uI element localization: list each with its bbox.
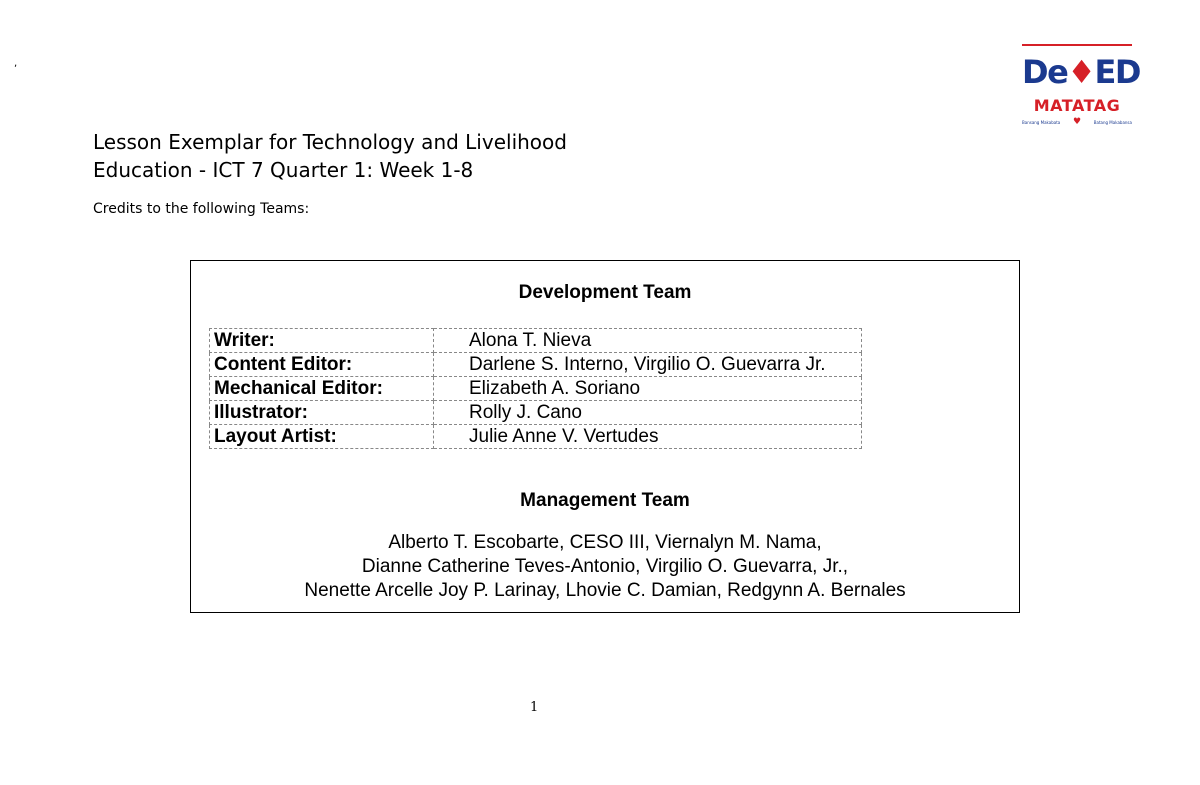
name-cell: Darlene S. Interno, Virgilio O. Guevarra Jr. [434, 353, 862, 377]
role-cell: Layout Artist: [210, 425, 434, 449]
tagline-right: Batang Makabansa [1093, 120, 1132, 125]
table-row [210, 377, 862, 401]
title-line-2: Education - ICT 7 Quarter 1: Week 1-8 [93, 158, 474, 182]
management-line: Alberto T. Escobarte, CESO III, Viernalyn M. Nama, [388, 532, 822, 553]
deped-wordmark-ed: ED [1094, 53, 1140, 91]
matatag-wordmark: MATATAG [1033, 96, 1121, 115]
tagline-left: Bansang Makabata [1022, 120, 1061, 125]
role-cell: Mechanical Editor: [210, 377, 434, 401]
torch-icon: ♦ [1067, 53, 1095, 91]
development-team-heading: Development Team [518, 282, 692, 303]
document-title [93, 128, 793, 184]
role-cell: Writer: [210, 329, 434, 353]
management-team-names [191, 531, 1019, 603]
page-number: 1 [530, 700, 539, 715]
management-line: Dianne Catherine Teves-Antonio, Virgilio O. Guevarra, Jr., [361, 556, 849, 577]
title-line-1: Lesson Exemplar for Technology and Livelihood [93, 130, 567, 154]
deped-wordmark [1022, 53, 1140, 91]
role-cell: Illustrator: [210, 401, 434, 425]
credits-box [190, 260, 1020, 613]
table-row [210, 329, 862, 353]
name-cell: Julie Anne V. Vertudes [434, 425, 862, 449]
deped-wordmark-de: De [1022, 53, 1068, 91]
table-row [210, 353, 862, 377]
credits-text: Credits to the following Teams: [93, 201, 310, 217]
logo-tagline [1022, 118, 1132, 127]
name-cell: Alona T. Nieva [434, 329, 862, 353]
deped-matatag-logo [1020, 44, 1140, 136]
management-team-heading: Management Team [520, 490, 690, 511]
heart-icon: ♥ [1072, 117, 1082, 127]
name-cell: Elizabeth A. Soriano [434, 377, 862, 401]
development-team-table [209, 328, 862, 449]
tick-mark: , [14, 58, 18, 69]
name-cell: Rolly J. Cano [434, 401, 862, 425]
management-line: Nenette Arcelle Joy P. Larinay, Lhovie C. Damian, Redgynn A. Bernales [304, 580, 906, 601]
role-cell: Content Editor: [210, 353, 434, 377]
logo-top-bar [1022, 44, 1132, 46]
table-row [210, 425, 862, 449]
table-row [210, 401, 862, 425]
